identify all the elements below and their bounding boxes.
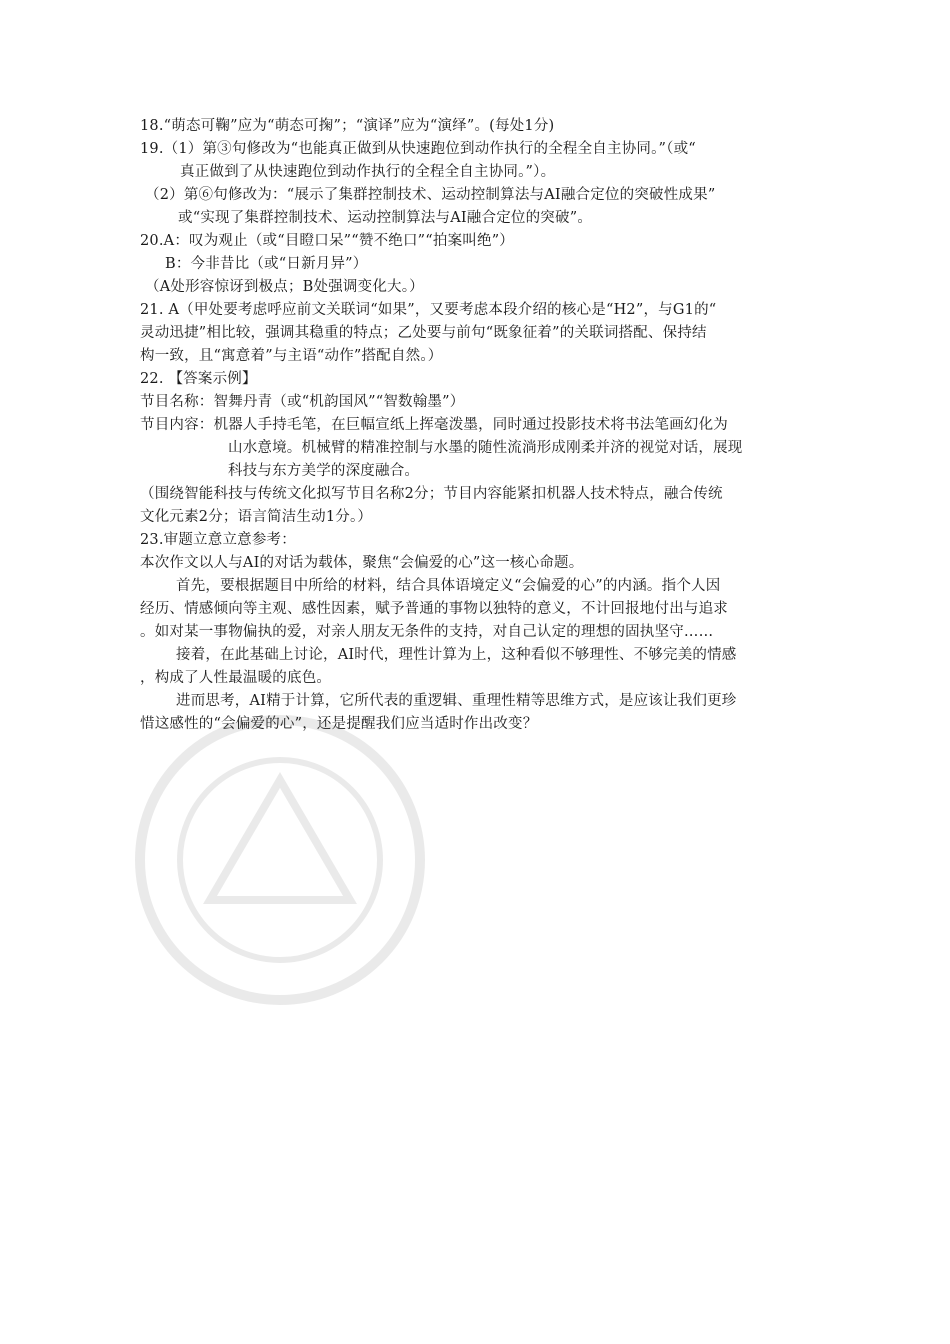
answer-21-line-3: 构一致，且“寓意着”与主语“动作”搭配自然。） — [140, 348, 443, 364]
answer-23-paragraph-1-line-3: 。如对某一事物偏执的爱，对亲人朋友无条件的支持，对自己认定的理想的固执坚守…… — [140, 624, 714, 640]
answer-23-paragraph-2-line-2: ，构成了人性最温暖的底色。 — [140, 670, 332, 686]
answer-21-line-1: 21. A（甲处要考虑呼应前文关联词“如果”，又要考虑本段介绍的核心是“H2”，与G1的“ — [140, 302, 717, 318]
answer-22-scoring-2: 文化元素2分；语言简洁生动1分。） — [140, 509, 373, 525]
answer-18: 18.“萌态可鞠”应为“萌态可掬”；“演译”应为“演绎”。(每处1分) — [140, 118, 555, 134]
answer-22-scoring-1: （围绕智能科技与传统文化拟写节目名称2分；节目内容能紧扣机器人技术特点，融合传统 — [140, 486, 723, 502]
answer-22-heading: 22. 【答案示例】 — [140, 371, 257, 387]
answer-20-note: （A处形容惊讶到极点；B处强调变化大。） — [145, 279, 424, 295]
answer-19-part-1: 19.（1）第③句修改为“也能真正做到从快速跑位到动作执行的全程全自主协同。”（或“ — [140, 141, 696, 157]
answer-20-b: B：今非昔比（或“日新月异”） — [165, 256, 368, 272]
answer-22-program-name: 节目名称：智舞丹青（或“机韵国风”“智数翰墨”） — [140, 394, 465, 410]
answer-23-paragraph-3-line-1: 进而思考，AI精于计算，它所代表的重逻辑、重理性精等思维方式，是应该让我们更珍 — [176, 693, 737, 709]
answer-23-paragraph-2-line-1: 接着，在此基础上讨论，AI时代，理性计算为上，这种看似不够理性、不够完美的情感 — [176, 647, 737, 663]
answer-22-program-content-1: 节目内容：机器人手持毛笔，在巨幅宣纸上挥毫泼墨，同时通过投影技术将书法笔画幻化为 — [140, 417, 728, 433]
answer-19-part-2: （2）第⑥句修改为：“展示了集群控制技术、运动控制算法与AI融合定位的突破性成果” — [145, 187, 716, 203]
answer-20-a: 20.A：叹为观止（或“目瞪口呆”“赞不绝口”“拍案叫绝”） — [140, 233, 515, 249]
answer-23-paragraph-1-line-2: 经历、情感倾向等主观、感性因素，赋予普通的事物以独特的意义，不计回报地付出与追求 — [140, 601, 728, 617]
answer-22-program-content-2: 山水意境。机械臂的精准控制与水墨的随性流淌形成刚柔并济的视觉对话，展现 — [228, 440, 743, 456]
answer-23-heading: 23.审题立意立意参考： — [140, 532, 296, 548]
answer-19-part-2-alt: 或“实现了集群控制技术、运动控制算法与AI融合定位的突破”。 — [178, 210, 593, 226]
faint-watermark-logo — [110, 700, 450, 1010]
answer-19-part-1-alt: 真正做到了从快速跑位到动作执行的全程全自主协同。”）。 — [180, 164, 556, 180]
answer-22-program-content-3: 科技与东方美学的深度融合。 — [228, 463, 420, 479]
answer-23-paragraph-1-line-1: 首先，要根据题目中所给的材料，结合具体语境定义“会偏爱的心”的内涵。指个人因 — [176, 578, 721, 594]
answer-23-paragraph-3-line-2: 惜这感性的“会偏爱的心”，还是提醒我们应当适时作出改变？ — [140, 716, 538, 732]
answer-21-line-2: 灵动迅捷”相比较，强调其稳重的特点；乙处要与前句“既象征着”的关联词搭配、保持结 — [140, 325, 707, 341]
answer-23-intro: 本次作文以人与AI的对话为载体，聚焦“会偏爱的心”这一核心命题。 — [140, 555, 584, 571]
